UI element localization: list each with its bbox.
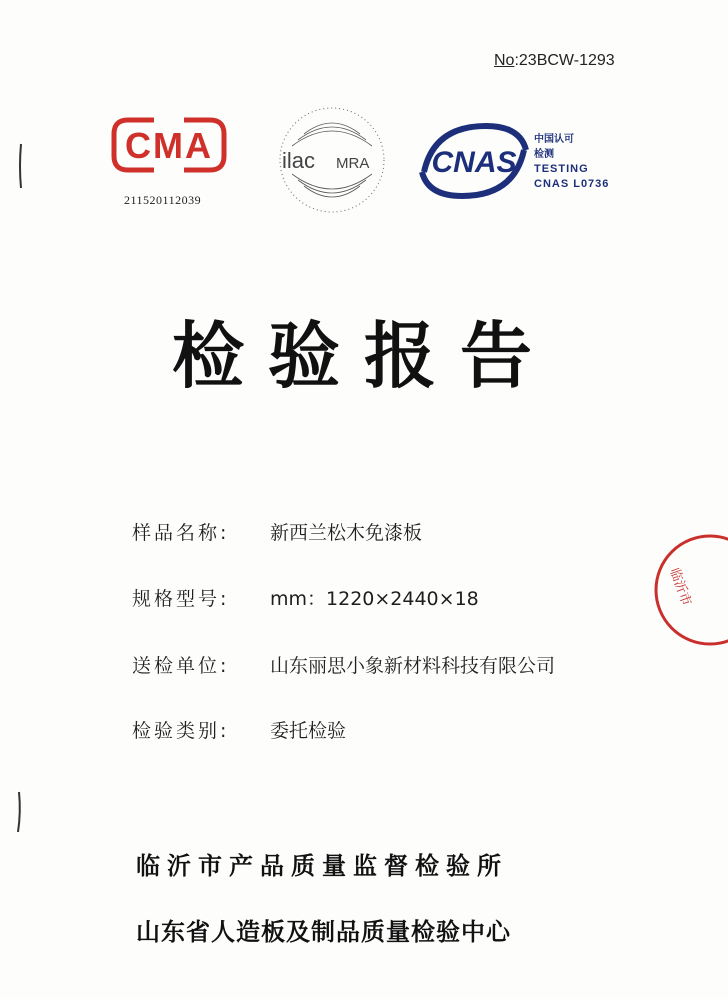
seal-text: 临沂市 — [666, 566, 694, 609]
field-value: 委托检验 — [270, 720, 347, 742]
field-value: 新西兰松木免漆板 — [270, 522, 423, 544]
cma-logo — [108, 114, 230, 176]
field-label: 样品名称: — [132, 522, 230, 544]
cnas-logo-text: CNAS — [431, 146, 517, 179]
field-sample-name — [132, 518, 422, 545]
field-label: 规格型号: — [132, 588, 230, 610]
official-seal — [648, 530, 728, 650]
cnas-line-4: CNAS L0736 — [534, 178, 610, 190]
field-label: 送检单位: — [132, 655, 230, 677]
cma-certificate-number: 211520112039 — [124, 193, 202, 207]
binding-mark — [18, 142, 24, 190]
cnas-line-2: 检测 — [534, 149, 554, 160]
issuing-organization-1: 临沂市产品质量监督检验所 — [136, 851, 508, 880]
field-specification — [132, 584, 479, 611]
ilac-mra-logo — [276, 106, 388, 214]
mra-text: MRA — [336, 155, 370, 172]
binding-mark — [14, 790, 22, 834]
field-inspection-type — [132, 716, 346, 743]
field-label: 检验类别: — [132, 720, 230, 742]
cma-logo-text: CMA — [125, 125, 213, 166]
cnas-logo — [416, 120, 532, 202]
report-number — [494, 52, 615, 70]
cnas-line-1: 中国认可 — [534, 134, 574, 145]
field-value: 山东丽思小象新材料科技有限公司 — [270, 655, 556, 677]
cnas-accreditation-text — [534, 132, 609, 192]
field-submitting-unit — [132, 651, 555, 678]
report-number-prefix: No — [494, 52, 515, 69]
cnas-line-3: TESTING — [534, 163, 589, 175]
field-value: mm：1220×2440×18 — [270, 588, 479, 610]
report-number-value: :23BCW-1293 — [514, 52, 615, 69]
report-title: 检验报告 — [172, 314, 557, 398]
issuing-organization-2: 山东省人造板及制品质量检验中心 — [136, 917, 511, 946]
ilac-text: ilac — [282, 148, 316, 173]
